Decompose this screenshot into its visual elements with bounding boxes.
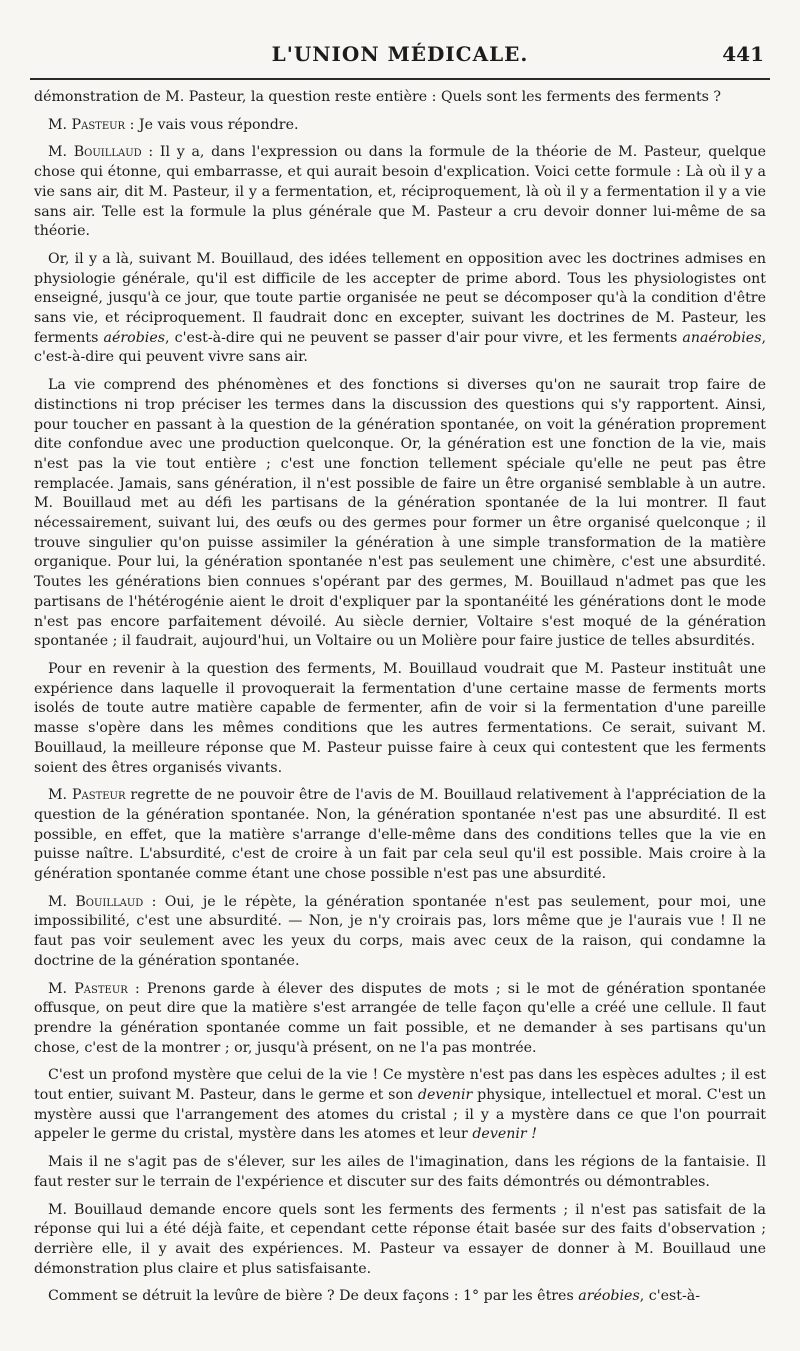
page-number: 441 bbox=[722, 42, 764, 66]
speaker: M. Pasteur bbox=[48, 980, 128, 997]
paragraph-text: physique, intellectuel et moral. C'est un mystère aussi que l'arrangement des atomes du cristal ; il y a mystère dans ce que l'on pourrait appeler le germe du cristal, mystère dans les atomes et leur bbox=[34, 1087, 766, 1143]
paragraph bbox=[34, 980, 766, 1059]
paragraph-text: : Je vais vous répondre. bbox=[125, 116, 299, 133]
paragraph bbox=[34, 1201, 766, 1280]
paragraph-text: M. Bouillaud demande encore quels sont les ferments des ferments ; il n'est pas satisfait de la réponse qui lui a été déjà faite, et cependant cette réponse était basée sur des faits d'observation ; derrière elle, il y avait des expériences. M. Pasteur va essayer de donner à M. Bouillaud une démonstration plus claire et plus satisfaisante. bbox=[34, 1201, 766, 1277]
paragraph-text: La vie comprend des phénomènes et des fonctions si diverses qu'on ne saurait trop faire de distinctions ni trop préciser les termes dans la discussion des questions qui s'y rapportent. Ainsi, pour toucher en passant à la question de la génération spontanée, on voit la génération proprement dite confondue avec une production quelconque. Or, la génération est une fonction de la vie, mais n'est pas la vie tout entière ; c'est une fonction tellement spéciale qu'elle ne peut pas être remplacée. Jamais, sans génération, il n'est possible de faire un être organisé semblable à un autre. M. Bouillaud met au défi les partisans de la génération spontanée de la lui montrer. Il faut nécessairement, suivant lui, des œufs ou des germes pour former un être organisé quelconque ; il trouve singulier qu'on puisse assimiler la génération à une simple transformation de la matière organique. Pour lui, la génération spontanée n'est pas seulement une chimère, c'est une absurdité. Toutes les générations bien connues s'opérant par des germes, M. Bouillaud n'admet pas que les partisans de l'hétérogénie aient le droit d'expliquer par la spontanéité les générations dont le mode n'est pas encore parfaitement dévoilé. Au siècle dernier, Voltaire s'est moqué de la génération spontanée ; il faudrait, aujourd'hui, un Voltaire ou un Molière pour faire justice de telles absurdités. bbox=[34, 377, 766, 650]
italic-term: aérobies bbox=[103, 329, 165, 346]
paragraph bbox=[34, 143, 766, 242]
italic-term: devenir bbox=[417, 1087, 473, 1104]
speaker: M. Pasteur bbox=[48, 787, 126, 804]
paragraph-text: , c'est-à-dire qui ne peuvent se passer d'air pour vivre, et les ferments bbox=[165, 329, 683, 346]
paragraph bbox=[34, 893, 766, 972]
body-text bbox=[34, 88, 766, 1315]
speaker: M. Bouillaud bbox=[48, 893, 144, 910]
paragraph-text: : Oui, je le répète, la génération spontanée n'est pas seulement, pour moi, une impossibilité, c'est une absurdité. — Non, je n'y croirais pas, lors même que je l'aurais vue ! Il ne faut pas voir seulement avec les yeux du corps, mais avec ceux de la raison, qui condamne la doctrine de la génération spontanée. bbox=[34, 893, 767, 969]
italic-term: anaérobies bbox=[682, 329, 762, 346]
paragraph bbox=[34, 1066, 766, 1145]
paragraph-text: : Il y a, dans l'expression ou dans la formule de la théorie de M. Pasteur, quelque chose qui étonne, qui embarrasse, et qui aurait besoin d'explication. Voici cette formule : Là où il y a vie sans air, dit M. Pasteur, il y a fermentation, et, réciproquement, là où il y a fermentation il y a vie sans air. Telle est la formule la plus générale que M. Pasteur a cru devoir donner lui-même de sa théorie. bbox=[34, 144, 767, 240]
paragraph bbox=[34, 88, 766, 108]
paragraph bbox=[34, 376, 766, 652]
paragraph-text: , c'est-à- bbox=[639, 1288, 701, 1305]
paragraph bbox=[34, 1153, 766, 1192]
paragraph bbox=[34, 250, 766, 368]
paragraph bbox=[34, 1287, 766, 1307]
paragraph-text: C'est un profond mystère que celui de la vie ! Ce mystère n'est pas dans les espèces adultes ; il est tout entier, suivant M. Pasteur, dans le germe et son bbox=[34, 1067, 766, 1104]
page-header bbox=[30, 30, 770, 80]
paragraph-text: Comment se détruit la levûre de bière ? De deux façons : 1° par les êtres bbox=[48, 1288, 579, 1305]
paragraph-text: : Prenons garde à élever des disputes de mots ; si le mot de génération spontanée offusque, on peut dire que la matière s'est arrangée de telle façon qu'elle a créé une cellule. Il faut prendre la génération spontanée comme un fait possible, et ne demander à ses partisans qu'un chose, c'est de la montrer ; or, jusqu'à présent, on ne l'a pas montrée. bbox=[34, 980, 766, 1056]
paragraph-text: regrette de ne pouvoir être de l'avis de M. Bouillaud relativement à l'appréciation de la question de la génération spontanée. Non, la génération spontanée n'est pas une absurdité. Il est possible, en effet, que la matière s'arrange d'elle-même dans des conditions telles que la vie en puisse naître. L'absurdité, c'est de croire à un fait par cela seul qu'il est possible. Mais croire à la génération spontanée comme étant une chose possible n'est pas une absurdité. bbox=[34, 787, 767, 883]
paragraph-text: démonstration de M. Pasteur, la question reste entière : Quels sont les ferments des ferments ? bbox=[34, 89, 722, 105]
italic-term: devenir ! bbox=[472, 1126, 537, 1143]
running-title: L'UNION MÉDICALE. bbox=[271, 42, 529, 66]
speaker: M. Bouillaud bbox=[48, 144, 142, 161]
italic-term: aréobies bbox=[578, 1288, 640, 1305]
paragraph bbox=[34, 116, 766, 136]
paragraph-text: Pour en revenir à la question des ferments, M. Bouillaud voudrait que M. Pasteur instituât une expérience dans laquelle il provoquerait la fermentation d'une certaine masse de ferments morts isolés de toute autre matière capable de fermenter, afin de voir si la fermentation d'une pareille masse s'opère dans les mêmes conditions que les autres fermentations. Ce serait, suivant M. Bouillaud, la meilleure réponse que M. Pasteur puisse faire à ceux qui contestent que les ferments soient des êtres organisés vivants. bbox=[34, 660, 766, 776]
paragraph bbox=[34, 660, 766, 778]
paragraph-text: Or, il y a là, suivant M. Bouillaud, des idées tellement en opposition avec les doctrines admises en physiologie générale, qu'il est difficile de les accepter de prime abord. Tous les physiologistes ont enseigné, jusqu'à ce jour, que toute partie organisée ne peut se décomposer qu'à la condition d'être sans vie, et réciproquement. Il faudrait donc en excepter, suivant les doctrines de M. Pasteur, les ferments bbox=[34, 250, 766, 346]
paragraph bbox=[34, 786, 766, 885]
speaker: M. Pasteur bbox=[48, 116, 126, 133]
paragraph-text: , c'est-à-dire qui peuvent vivre sans air. bbox=[34, 329, 766, 366]
paragraph-text: Mais il ne s'agit pas de s'élever, sur les ailes de l'imagination, dans les régions de la fantaisie. Il faut rester sur le terrain de l'expérience et discuter sur des faits démontrés ou démontrables. bbox=[34, 1154, 766, 1190]
